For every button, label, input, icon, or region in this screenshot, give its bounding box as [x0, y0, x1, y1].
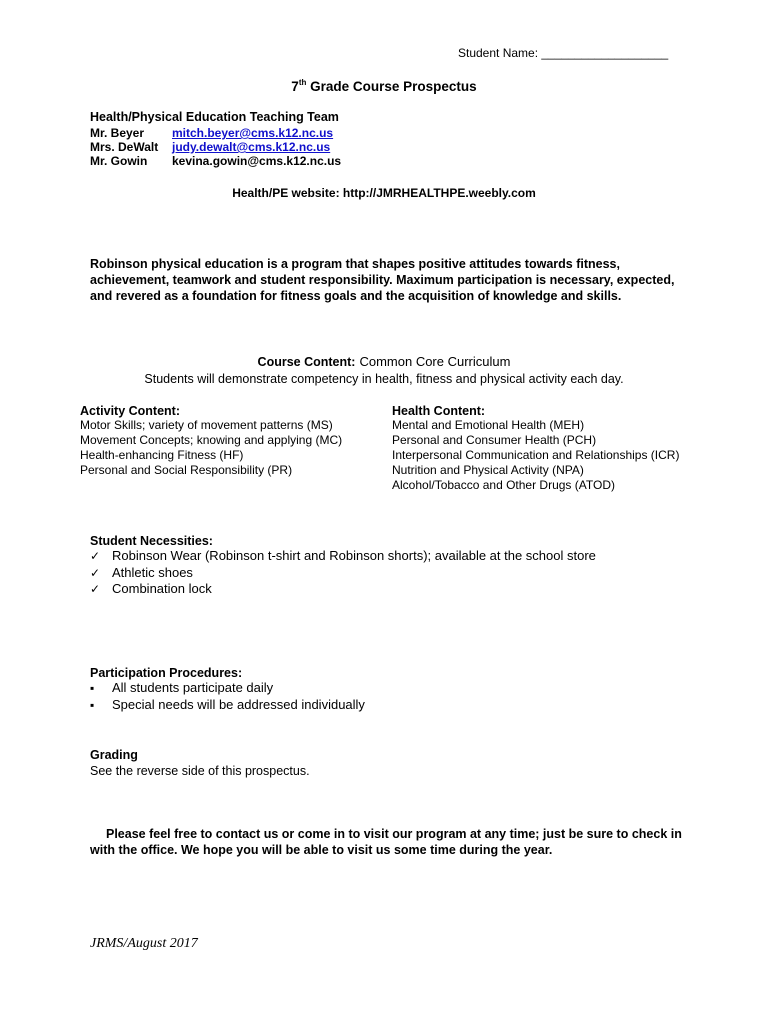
necessity-text: Robinson Wear (Robinson t-shirt and Robinson shorts); available at the school store	[112, 548, 596, 563]
competency-statement: Students will demonstrate competency in health, fitness and physical activity each day.	[144, 372, 624, 386]
course-content-line	[0, 354, 768, 369]
health-heading: Health Content:	[392, 404, 486, 418]
list-item	[90, 565, 596, 582]
procedure-text: Special needs will be addressed individually	[112, 696, 365, 712]
member-email-link[interactable]: mitch.beyer@cms.k12.nc.us	[172, 126, 334, 140]
checkmark-icon: ✓	[90, 549, 101, 563]
website-line	[0, 186, 768, 200]
activity-item: Health-enhancing Fitness (HF)	[80, 448, 244, 462]
website-label: Health/PE website	[232, 186, 336, 200]
team-member	[90, 140, 341, 154]
title-grade: 7	[291, 79, 299, 94]
member-name: Mr. Beyer	[90, 126, 145, 140]
grading-section	[90, 748, 310, 778]
list-item	[90, 548, 596, 565]
student-name-line: Student Name: ___________________	[458, 46, 669, 60]
activity-item: Personal and Social Responsibility (PR)	[80, 463, 293, 477]
activity-heading: Activity Content:	[80, 404, 180, 418]
procedure-text: All students participate daily	[112, 680, 274, 695]
square-bullet-icon: ▪	[90, 697, 95, 712]
health-item: Alcohol/Tobacco and Other Drugs (ATOD)	[392, 478, 615, 492]
health-item: Personal and Consumer Health (PCH)	[392, 433, 597, 447]
health-content-column	[392, 404, 679, 493]
member-email-link[interactable]: judy.dewalt@cms.k12.nc.us	[172, 140, 331, 154]
team-list	[90, 126, 341, 168]
team-heading: Health/Physical Education Teaching Team	[90, 110, 339, 124]
activity-item: Movement Concepts; knowing and applying (MC)	[80, 433, 343, 447]
list-item	[90, 581, 596, 598]
participation-heading: Participation Procedures:	[90, 666, 243, 680]
website-url: : http://JMRHEALTHPE.weebly.com	[335, 186, 536, 200]
member-name: Mrs. DeWalt	[90, 140, 159, 154]
title-superscript: th	[298, 78, 307, 87]
grading-heading: Grading	[90, 748, 138, 762]
intro-paragraph: Robinson physical education is a program that shapes positive attitudes towards fitness, achievement, teamwork and student responsibility. Maximum participation is necessary, expected, and revered as a foundation for fitness goals and the acquisition of knowledge and skills.	[90, 257, 675, 303]
health-item: Nutrition and Physical Activity (NPA)	[392, 463, 584, 477]
course-content-label: Course Content:	[257, 355, 356, 369]
participation-procedures-section	[90, 666, 365, 713]
team-member	[90, 154, 341, 168]
list-item	[90, 680, 365, 697]
activity-item: Motor Skills; variety of movement patterns (MS)	[80, 418, 333, 432]
title-text: Grade Course Prospectus	[306, 79, 477, 94]
necessities-heading: Student Necessities:	[90, 534, 213, 548]
contact-paragraph: Please feel free to contact us or come in to visit our program at any time; just be sure to check in with the office. We hope you will be able to visit us some time during the year.	[90, 827, 682, 857]
grading-text: See the reverse side of this prospectus.	[90, 764, 310, 778]
member-name: Mr. Gowin	[90, 154, 148, 168]
checkmark-icon: ✓	[90, 565, 101, 580]
necessity-text: Combination lock	[112, 581, 212, 596]
checkmark-icon: ✓	[90, 582, 101, 596]
student-necessities-section	[90, 534, 596, 598]
health-item: Mental and Emotional Health (MEH)	[392, 418, 585, 432]
page-title	[0, 78, 768, 94]
course-content-value: Common Core Curriculum	[359, 354, 511, 369]
necessity-text: Athletic shoes	[112, 564, 193, 580]
team-member	[90, 126, 341, 140]
footer-date: JRMS/August 2017	[90, 936, 198, 951]
activity-content-column	[80, 404, 342, 478]
health-item: Interpersonal Communication and Relationships (ICR)	[392, 448, 680, 462]
list-item	[90, 697, 365, 714]
member-email: kevina.gowin@cms.k12.nc.us	[172, 154, 342, 168]
square-bullet-icon: ▪	[90, 681, 95, 695]
